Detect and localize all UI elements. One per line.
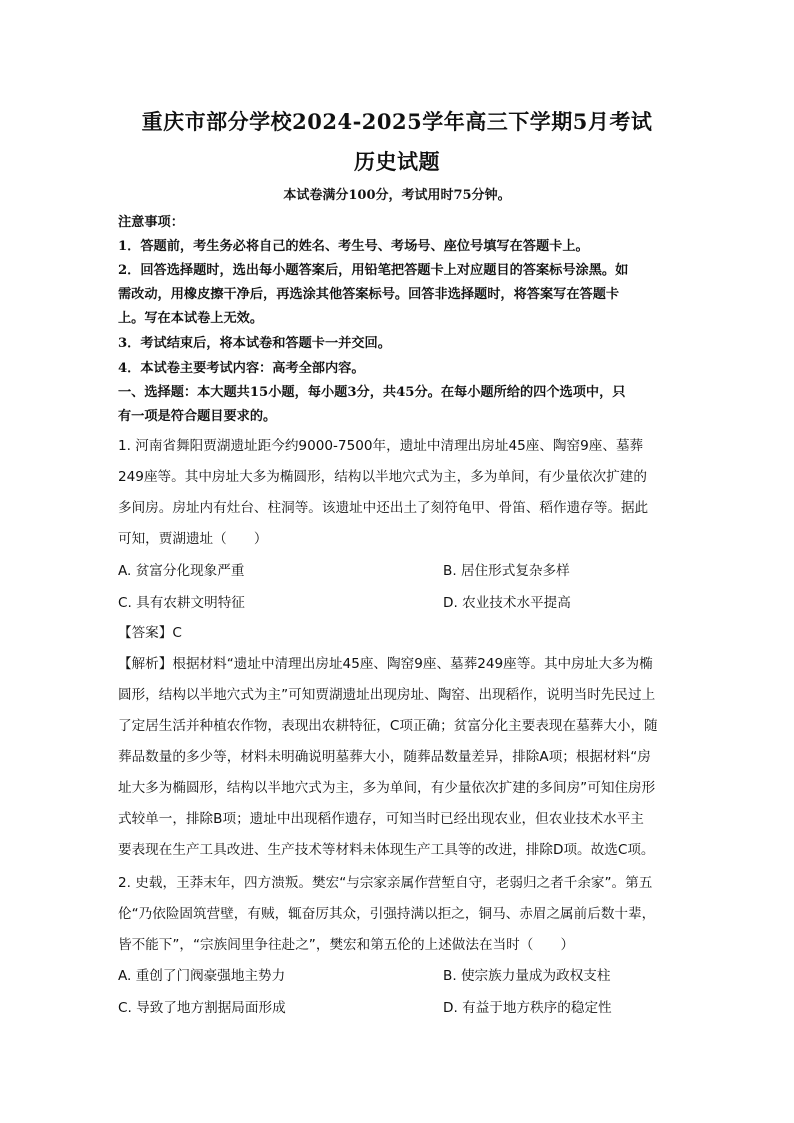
question-2-option-c: C. 导致了地方割据局面形成 — [118, 1000, 286, 1016]
notes-item: 需改动，用橡皮擦干净后，再选涂其他答案标号。回答非选择题时，将答案写在答题卡 — [118, 287, 620, 302]
question-1-answer: 【答案】C — [118, 625, 182, 641]
question-1-analysis: 圆形，结构以半地穴式为主”可知贾湖遗址出现房址、陶窑、出现稻作，说明当时先民过上 — [118, 687, 656, 703]
notes-item: 上。写在本试卷上无效。 — [118, 311, 264, 326]
notes-item: 1．答题前，考生务必将自己的姓名、考生号、考场号、座位号填写在答题卡上。 — [118, 239, 589, 254]
section-heading: 有一项是符合题目要求的。 — [118, 409, 277, 424]
question-2-option-a: A. 重创了门阀豪强地主势力 — [118, 968, 286, 984]
question-1-text: 1. 河南省舞阳贾湖遗址距今约9000-7500年，遗址中清理出房址45座、陶窑9座、墓葬 — [118, 438, 644, 454]
question-1-text: 可知，贾湖遗址（ ） — [118, 531, 268, 547]
exam-title: 重庆市部分学校2024-2025学年高三下学期5月考试 — [141, 109, 653, 134]
question-1-text: 249座等。其中房址大多为椭圆形，结构以半地穴式为主，多为单间，有少量依次扩建的 — [118, 469, 647, 485]
notes-item: 4．本试卷主要考试内容：高考全部内容。 — [118, 361, 365, 376]
question-1-option-b: B. 居住形式复杂多样 — [443, 563, 570, 579]
section-heading: 一、选择题：本大题共15小题，每小题3分，共45分。在每小题所给的四个选项中，只 — [118, 385, 626, 400]
question-2-text: 伦“乃依险固筑营壁，有贼，辄奋厉其众，引强持满以拒之，铜马、赤眉之属前后数十辈， — [118, 906, 656, 922]
question-1-analysis: 了定居生活并种植农作物，表现出农耕特征，C项正确；贫富分化主要表现在墓葬大小，随 — [118, 718, 658, 734]
exam-info: 本试卷满分100分，考试用时75分钟。 — [283, 188, 511, 203]
question-1-analysis: 【解析】根据材料“遗址中清理出房址45座、陶窑9座、墓葬249座等。其中房址大多为椭 — [118, 656, 653, 672]
question-1-analysis: 式较单一，排除B项；遗址中出现稻作遗存，可知当时已经出现农业，但农业技术水平主 — [118, 811, 644, 827]
notes-heading: 注意事项： — [118, 215, 184, 230]
question-1-option-a: A. 贫富分化现象严重 — [118, 563, 245, 579]
question-1-analysis: 址大多为椭圆形，结构以半地穴式为主，多为单间，有少量依次扩建的多间房”可知住房形 — [118, 780, 656, 796]
question-1-text: 多间房。房址内有灶台、柱洞等。该遗址中还出土了刻符龟甲、骨笛、稻作遗存等。据此 — [118, 500, 649, 516]
notes-item: 2．回答选择题时，选出每小题答案后，用铅笔把答题卡上对应题目的答案标号涂黑。如 — [118, 263, 629, 278]
question-2-option-d: D. 有益于地方秩序的稳定性 — [443, 1000, 612, 1016]
subject-title: 历史试题 — [354, 149, 440, 174]
question-1-option-c: C. 具有农耕文明特征 — [118, 595, 245, 611]
notes-item: 3．考试结束后，将本试卷和答题卡一并交回。 — [118, 336, 391, 351]
question-1-option-d: D. 农业技术水平提高 — [443, 595, 571, 611]
question-1-analysis: 要表现在生产工具改进、生产技术等材料未体现生产工具等的改进，排除D项。故选C项。 — [118, 842, 655, 858]
question-2-text: 皆不能下”，“宗族闾里争往赴之”，樊宏和第五伦的上述做法在当时（ ） — [118, 937, 575, 953]
question-1-analysis: 葬品数量的多少等，材料未明确说明墓葬大小，随葬品数量差异，排除A项；根据材料“房 — [118, 749, 651, 765]
question-2-text: 2. 史载，王莽末年，四方溃叛。樊宏“与宗家亲属作营堑自守，老弱归之者千余家”。第五 — [118, 875, 653, 891]
question-2-option-b: B. 使宗族力量成为政权支柱 — [443, 968, 611, 984]
